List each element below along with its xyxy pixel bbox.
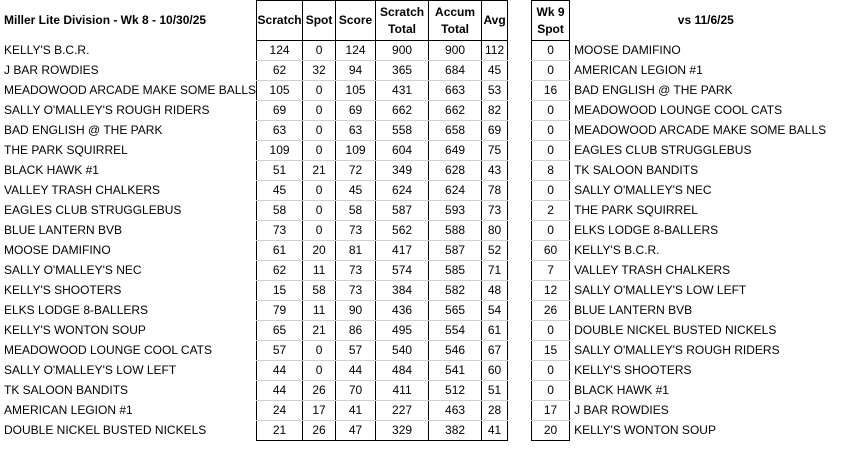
column-gap — [508, 121, 532, 141]
next-spot-cell: 7 — [532, 261, 570, 281]
score-cell: 70 — [336, 381, 376, 401]
column-gap — [508, 41, 532, 61]
team-name: SALLY O'MALLEY'S NEC — [4, 263, 142, 277]
scratch-total-cell: 431 — [376, 81, 429, 101]
avg-cell: 67 — [482, 341, 508, 361]
column-gap — [508, 241, 532, 261]
spot-cell: 11 — [303, 301, 336, 321]
scratch-total-cell: 365 — [376, 61, 429, 81]
scratch-cell: 15 — [257, 281, 303, 301]
score-cell: 69 — [336, 101, 376, 121]
next-spot-cell: 2 — [532, 201, 570, 221]
header-scratch-total — [376, 1, 429, 41]
score-cell: 124 — [336, 41, 376, 61]
accum-total-cell: 588 — [429, 221, 482, 241]
next-spot-cell: 17 — [532, 401, 570, 421]
spot-cell: 20 — [303, 241, 336, 261]
score-cell: 72 — [336, 161, 376, 181]
column-gap — [508, 401, 532, 421]
scratch-total-cell: 562 — [376, 221, 429, 241]
opponent-name: MEADOWOOD ARCADE MAKE SOME BALLS — [574, 123, 827, 137]
scratch-cell: 109 — [257, 141, 303, 161]
spot-cell: 0 — [303, 41, 336, 61]
header-scratch-total-line1: Scratch — [380, 4, 425, 19]
avg-cell: 112 — [482, 41, 508, 61]
spot-cell: 58 — [303, 281, 336, 301]
header-accum-total-line2: Total — [441, 21, 469, 36]
header-accum-total — [429, 1, 482, 41]
scratch-total-cell: 411 — [376, 381, 429, 401]
avg-cell: 78 — [482, 181, 508, 201]
column-gap — [508, 181, 532, 201]
opponent-name: J BAR ROWDIES — [574, 403, 669, 417]
column-gap — [508, 61, 532, 81]
next-spot-cell: 0 — [532, 321, 570, 341]
next-spot-cell: 0 — [532, 61, 570, 81]
opponent-name: MEADOWOOD LOUNGE COOL CATS — [574, 103, 783, 117]
score-cell: 58 — [336, 201, 376, 221]
table-row — [0, 281, 842, 301]
table-row — [0, 181, 842, 201]
column-gap — [508, 201, 532, 221]
opponent-name: ELKS LODGE 8-BALLERS — [574, 223, 719, 237]
team-name: AMERICAN LEGION #1 — [4, 403, 133, 417]
avg-cell: 71 — [482, 261, 508, 281]
avg-cell: 48 — [482, 281, 508, 301]
spot-cell: 0 — [303, 101, 336, 121]
header-score: Score — [336, 1, 376, 41]
spot-cell: 0 — [303, 361, 336, 381]
scratch-total-cell: 662 — [376, 101, 429, 121]
accum-total-cell: 900 — [429, 41, 482, 61]
avg-cell: 28 — [482, 401, 508, 421]
column-gap — [508, 1, 532, 41]
table-row — [0, 301, 842, 321]
scratch-cell: 45 — [257, 181, 303, 201]
column-gap — [508, 381, 532, 401]
avg-cell: 80 — [482, 221, 508, 241]
opponent-name: SALLY O'MALLEY'S LOW LEFT — [574, 283, 747, 297]
next-spot-cell: 0 — [532, 141, 570, 161]
team-name: KELLY'S WONTON SOUP — [4, 323, 146, 337]
scratch-total-cell: 574 — [376, 261, 429, 281]
next-spot-cell: 0 — [532, 41, 570, 61]
spot-cell: 26 — [303, 381, 336, 401]
table-row — [0, 61, 842, 81]
accum-total-cell: 628 — [429, 161, 482, 181]
team-name: BLUE LANTERN BVB — [4, 223, 123, 237]
table-row — [0, 341, 842, 361]
avg-cell: 75 — [482, 141, 508, 161]
score-cell: 45 — [336, 181, 376, 201]
table-row — [0, 201, 842, 221]
scratch-total-cell: 604 — [376, 141, 429, 161]
table-row — [0, 81, 842, 101]
avg-cell: 73 — [482, 201, 508, 221]
column-gap — [508, 81, 532, 101]
header-avg: Avg — [482, 1, 508, 41]
header-row — [0, 1, 842, 41]
spot-cell: 0 — [303, 201, 336, 221]
scratch-total-cell: 484 — [376, 361, 429, 381]
opponent-name: BAD ENGLISH @ THE PARK — [574, 83, 733, 97]
score-cell: 90 — [336, 301, 376, 321]
column-gap — [508, 141, 532, 161]
spot-cell: 0 — [303, 141, 336, 161]
team-name: BAD ENGLISH @ THE PARK — [4, 123, 163, 137]
avg-cell: 45 — [482, 61, 508, 81]
opponent-name: EAGLES CLUB STRUGGLEBUS — [574, 143, 752, 157]
accum-total-cell: 585 — [429, 261, 482, 281]
accum-total-cell: 582 — [429, 281, 482, 301]
table-row — [0, 381, 842, 401]
accum-total-cell: 382 — [429, 421, 482, 441]
avg-cell: 69 — [482, 121, 508, 141]
scratch-total-cell: 384 — [376, 281, 429, 301]
team-name: TK SALOON BANDITS — [4, 383, 129, 397]
scratch-cell: 65 — [257, 321, 303, 341]
scratch-cell: 62 — [257, 261, 303, 281]
scratch-cell: 105 — [257, 81, 303, 101]
score-cell: 86 — [336, 321, 376, 341]
opponent-name: THE PARK SQUIRREL — [574, 203, 698, 217]
team-name: ELKS LODGE 8-BALLERS — [4, 303, 149, 317]
score-cell: 63 — [336, 121, 376, 141]
score-cell: 73 — [336, 221, 376, 241]
team-name: KELLY'S SHOOTERS — [4, 283, 122, 297]
next-spot-cell: 0 — [532, 381, 570, 401]
table-row — [0, 101, 842, 121]
scratch-total-cell: 227 — [376, 401, 429, 421]
header-scratch-total-line2: Total — [388, 21, 416, 36]
column-gap — [508, 221, 532, 241]
scratch-total-cell: 436 — [376, 301, 429, 321]
avg-cell: 43 — [482, 161, 508, 181]
next-spot-cell: 0 — [532, 121, 570, 141]
next-spot-cell: 0 — [532, 181, 570, 201]
scratch-cell: 124 — [257, 41, 303, 61]
team-name: MEADOWOOD LOUNGE COOL CATS — [4, 343, 213, 357]
opponent-name: BLACK HAWK #1 — [574, 383, 669, 397]
score-cell: 41 — [336, 401, 376, 421]
team-name: BLACK HAWK #1 — [4, 163, 99, 177]
header-scratch: Scratch — [257, 1, 303, 41]
spot-cell: 11 — [303, 261, 336, 281]
score-cell: 109 — [336, 141, 376, 161]
team-name: J BAR ROWDIES — [4, 63, 99, 77]
column-gap — [508, 101, 532, 121]
spot-cell: 0 — [303, 181, 336, 201]
accum-total-cell: 546 — [429, 341, 482, 361]
opponent-name: VALLEY TRASH CHALKERS — [574, 263, 731, 277]
next-spot-cell: 12 — [532, 281, 570, 301]
scratch-cell: 73 — [257, 221, 303, 241]
table-row — [0, 241, 842, 261]
opponent-name: KELLY'S B.C.R. — [574, 243, 660, 257]
accum-total-cell: 658 — [429, 121, 482, 141]
score-cell: 81 — [336, 241, 376, 261]
avg-cell: 53 — [482, 81, 508, 101]
next-spot-cell: 16 — [532, 81, 570, 101]
column-gap — [508, 161, 532, 181]
column-gap — [508, 321, 532, 341]
accum-total-cell: 512 — [429, 381, 482, 401]
spot-cell: 0 — [303, 341, 336, 361]
score-cell: 94 — [336, 61, 376, 81]
column-gap — [508, 361, 532, 381]
scratch-total-cell: 349 — [376, 161, 429, 181]
header-next-spot-line1: Wk 9 — [536, 4, 565, 19]
opponent-name: KELLY'S WONTON SOUP — [574, 423, 716, 437]
table-row — [0, 161, 842, 181]
accum-total-cell: 684 — [429, 61, 482, 81]
avg-cell: 41 — [482, 421, 508, 441]
avg-cell: 61 — [482, 321, 508, 341]
column-gap — [508, 301, 532, 321]
scratch-cell: 21 — [257, 421, 303, 441]
scratch-cell: 51 — [257, 161, 303, 181]
next-spot-cell: 0 — [532, 101, 570, 121]
score-cell: 73 — [336, 281, 376, 301]
scratch-total-cell: 900 — [376, 41, 429, 61]
team-name: SALLY O'MALLEY'S LOW LEFT — [4, 363, 177, 377]
score-cell: 47 — [336, 421, 376, 441]
team-name: VALLEY TRASH CHALKERS — [4, 183, 161, 197]
accum-total-cell: 663 — [429, 81, 482, 101]
spot-cell: 17 — [303, 401, 336, 421]
column-gap — [508, 421, 532, 441]
table-row — [0, 41, 842, 61]
scratch-cell: 79 — [257, 301, 303, 321]
scratch-total-cell: 495 — [376, 321, 429, 341]
table-row — [0, 221, 842, 241]
spot-cell: 26 — [303, 421, 336, 441]
next-spot-cell: 15 — [532, 341, 570, 361]
team-name: SALLY O'MALLEY'S ROUGH RIDERS — [4, 103, 210, 117]
column-gap — [508, 281, 532, 301]
scratch-total-cell: 540 — [376, 341, 429, 361]
scratch-cell: 44 — [257, 381, 303, 401]
header-opponent: vs 11/6/25 — [677, 13, 734, 27]
header-next-spot-line2: Spot — [537, 21, 564, 36]
spot-cell: 32 — [303, 61, 336, 81]
scratch-total-cell: 624 — [376, 181, 429, 201]
scratch-total-cell: 587 — [376, 201, 429, 221]
accum-total-cell: 565 — [429, 301, 482, 321]
next-spot-cell: 0 — [532, 361, 570, 381]
avg-cell: 60 — [482, 361, 508, 381]
accum-total-cell: 463 — [429, 401, 482, 421]
avg-cell: 82 — [482, 101, 508, 121]
accum-total-cell: 662 — [429, 101, 482, 121]
scratch-cell: 62 — [257, 61, 303, 81]
column-gap — [508, 261, 532, 281]
avg-cell: 52 — [482, 241, 508, 261]
team-name: MEADOWOOD ARCADE MAKE SOME BALLS — [4, 83, 257, 97]
accum-total-cell: 624 — [429, 181, 482, 201]
table-row — [0, 141, 842, 161]
spot-cell: 0 — [303, 221, 336, 241]
opponent-name: MOOSE DAMIFINO — [574, 43, 681, 57]
score-cell: 105 — [336, 81, 376, 101]
opponent-name: AMERICAN LEGION #1 — [574, 63, 703, 77]
spot-cell: 21 — [303, 161, 336, 181]
scratch-total-cell: 558 — [376, 121, 429, 141]
score-cell: 73 — [336, 261, 376, 281]
score-cell: 57 — [336, 341, 376, 361]
accum-total-cell: 593 — [429, 201, 482, 221]
accum-total-cell: 554 — [429, 321, 482, 341]
team-name: THE PARK SQUIRREL — [4, 143, 128, 157]
avg-cell: 54 — [482, 301, 508, 321]
opponent-name: SALLY O'MALLEY'S ROUGH RIDERS — [574, 343, 780, 357]
header-next-spot — [532, 1, 570, 41]
spot-cell: 21 — [303, 321, 336, 341]
header-accum-total-line1: Accum — [435, 4, 476, 19]
table-row — [0, 121, 842, 141]
spot-cell: 0 — [303, 81, 336, 101]
scratch-cell: 61 — [257, 241, 303, 261]
opponent-name: BLUE LANTERN BVB — [574, 303, 693, 317]
team-name: EAGLES CLUB STRUGGLEBUS — [4, 203, 182, 217]
avg-cell: 51 — [482, 381, 508, 401]
opponent-name: SALLY O'MALLEY'S NEC — [574, 183, 712, 197]
team-name: KELLY'S B.C.R. — [4, 43, 90, 57]
scratch-cell: 58 — [257, 201, 303, 221]
scratch-total-cell: 417 — [376, 241, 429, 261]
scratch-cell: 57 — [257, 341, 303, 361]
opponent-name: TK SALOON BANDITS — [574, 163, 699, 177]
scratch-total-cell: 329 — [376, 421, 429, 441]
accum-total-cell: 541 — [429, 361, 482, 381]
opponent-name: DOUBLE NICKEL BUSTED NICKELS — [574, 323, 777, 337]
table-row — [0, 421, 842, 441]
next-spot-cell: 26 — [532, 301, 570, 321]
scratch-cell: 44 — [257, 361, 303, 381]
team-name: MOOSE DAMIFINO — [4, 243, 111, 257]
next-spot-cell: 8 — [532, 161, 570, 181]
division-title: Miller Lite Division - Wk 8 - 10/30/25 — [4, 13, 207, 27]
scratch-cell: 24 — [257, 401, 303, 421]
next-spot-cell: 0 — [532, 221, 570, 241]
table-row — [0, 361, 842, 381]
accum-total-cell: 649 — [429, 141, 482, 161]
column-gap — [508, 341, 532, 361]
score-cell: 44 — [336, 361, 376, 381]
scratch-cell: 69 — [257, 101, 303, 121]
header-spot: Spot — [303, 1, 336, 41]
next-spot-cell: 20 — [532, 421, 570, 441]
accum-total-cell: 587 — [429, 241, 482, 261]
next-spot-cell: 60 — [532, 241, 570, 261]
team-name: DOUBLE NICKEL BUSTED NICKELS — [4, 423, 207, 437]
table-row — [0, 401, 842, 421]
table-row — [0, 261, 842, 281]
scratch-cell: 63 — [257, 121, 303, 141]
spot-cell: 0 — [303, 121, 336, 141]
table-row — [0, 321, 842, 341]
opponent-name: KELLY'S SHOOTERS — [574, 363, 692, 377]
